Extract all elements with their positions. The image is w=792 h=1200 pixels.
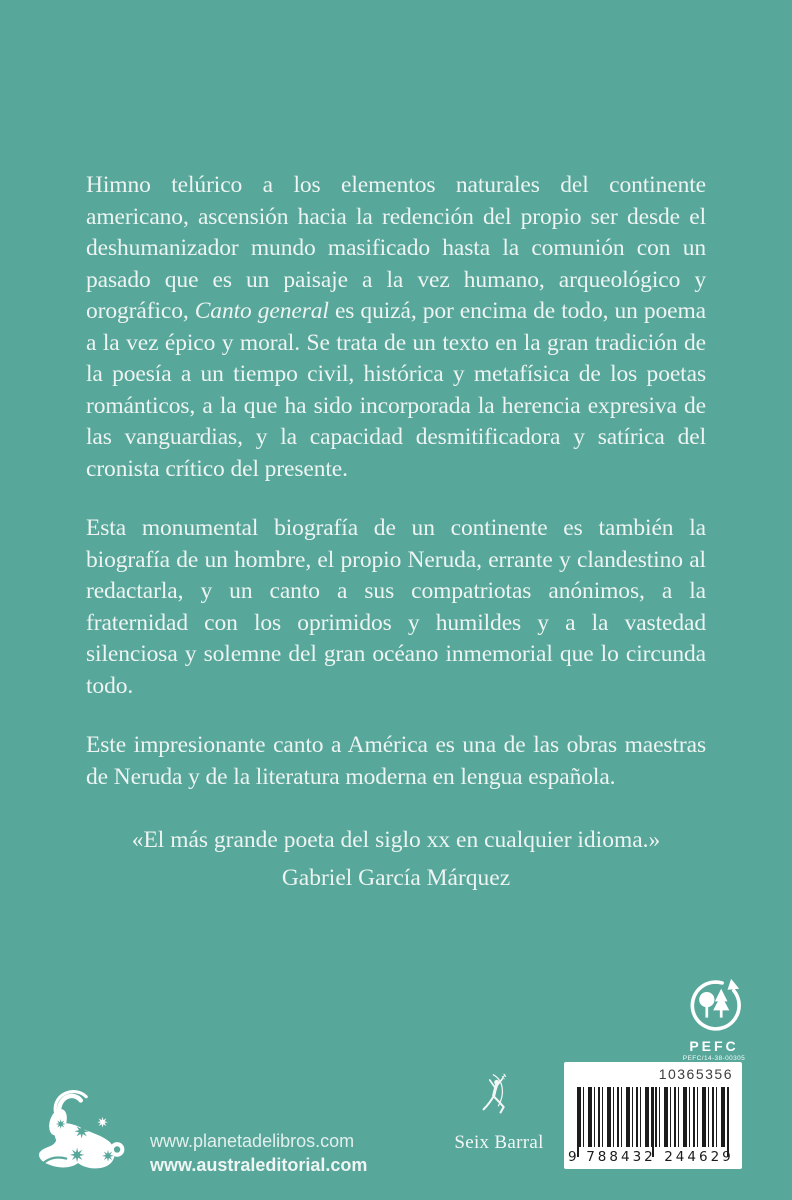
- archer-runner-icon: [482, 1109, 516, 1126]
- ean-lead-digit: 9: [568, 1149, 580, 1165]
- paragraph-1: [86, 170, 706, 485]
- paragraph-2: Esta monumental biografía de un continente es también la biografía de un hombre, el propio Neruda, errante y clandestino al redactarla, y un canto a sus compatriotas anónimos, a la fraternidad con los oprimidos y humildes y a la vastedad silenciosa y solemne del gran océano inmemorial que lo circunda todo.: [86, 515, 706, 699]
- seix-barral-logo: [443, 1072, 555, 1154]
- barcode-ean-digits: [568, 1149, 738, 1165]
- paragraph-1-text: Himno telúrico a los elementos naturales del continente americano, ascensión hacia la redención del propio ser desde el deshumanizador mundo masificado hasta la comunión con un pasado que es un paisaje a la vez humano, arqueológico y orográfico,: [86, 172, 706, 324]
- review-quote: «El más grande poeta del siglo xx en cualquier idioma.»: [131, 827, 661, 853]
- barcode-panel: [564, 1062, 742, 1169]
- seix-barral-name: Seix Barral: [454, 1132, 544, 1153]
- barcode-guard-bar: [727, 1087, 729, 1157]
- barcode-guard-bar: [577, 1087, 579, 1157]
- pefc-certification: [667, 978, 761, 1062]
- ean-group-1: 788432: [586, 1149, 656, 1165]
- review-quote-author: Gabriel García Márquez: [281, 864, 511, 891]
- austral-logo: [28, 1084, 128, 1189]
- planetadelibros-url: www.planetadelibros.com: [150, 1131, 355, 1151]
- pefc-label: PEFC: [689, 1038, 739, 1054]
- ean-group-2: 244629: [664, 1149, 734, 1165]
- pefc-trees-recycle-icon: [687, 1019, 741, 1036]
- paragraph-1-text-cont: es quizá, por encima de todo, un poema a la vez épico y moral. Se trata de un texto en la gran tradición de la poesía a un tiempo civil, histórica y metafísica de los poetas románticos, a la que ha sido incorporada la herencia expresiva de las vanguardias, y la capacidad desmitificadora y satírica del cronista crítico del presente.: [86, 298, 706, 482]
- australeditorial-url: www.australeditorial.com: [150, 1155, 368, 1175]
- barcode-guard-bar: [652, 1087, 654, 1157]
- website-urls: [150, 1129, 367, 1177]
- book-title-italic: Canto general: [194, 298, 329, 324]
- blurb-text-block: [86, 170, 706, 894]
- pefc-cert-number: PEFC/14-38-00305: [682, 1055, 746, 1062]
- paragraph-3: Este impresionante canto a América es una de las obras maestras de Neruda y de la literatura moderna en lengua española.: [86, 732, 706, 790]
- barcode-top-number: 10365356: [658, 1066, 733, 1082]
- capricorn-goat-stars-icon: [28, 1171, 128, 1188]
